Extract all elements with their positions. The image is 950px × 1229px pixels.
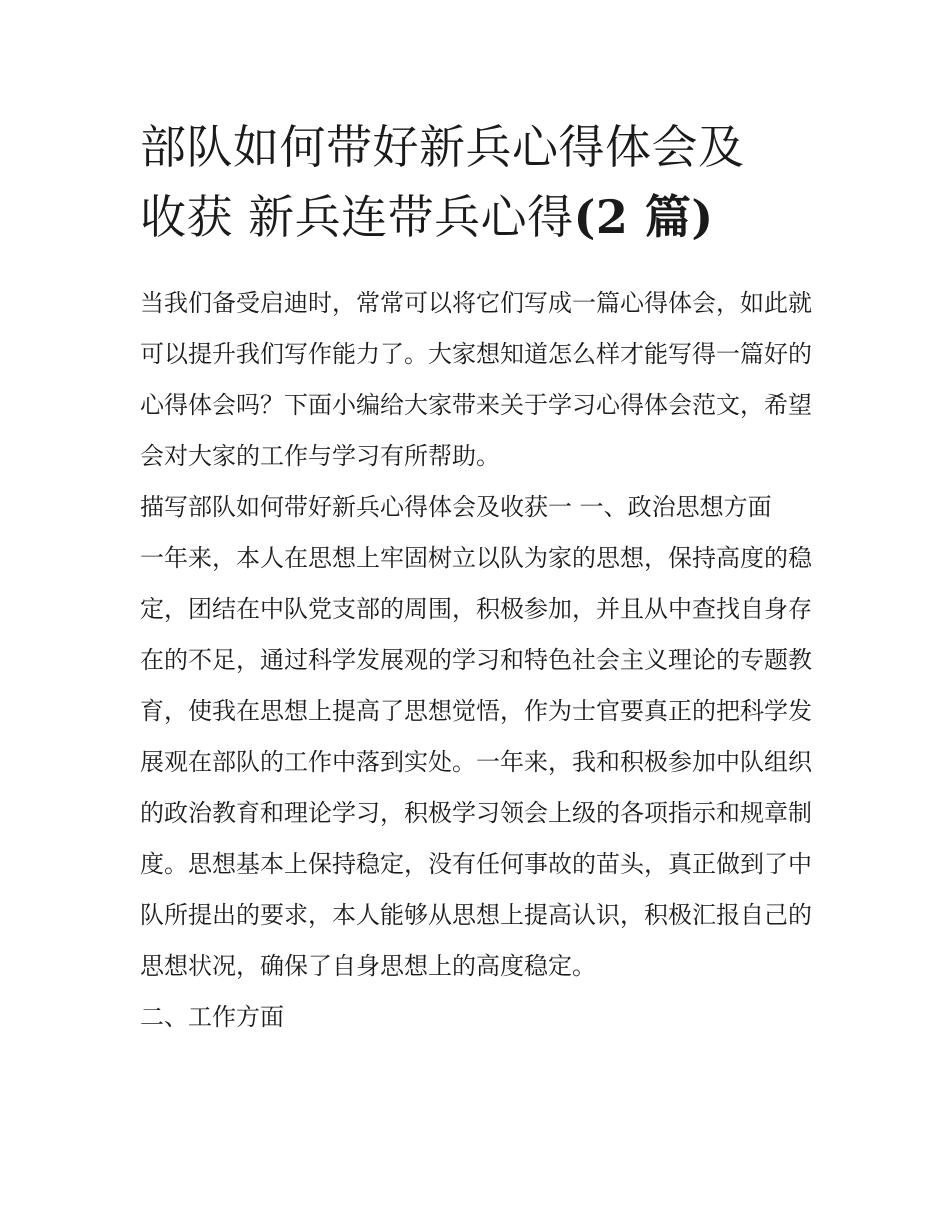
section-2-heading: 二、工作方面 — [140, 1003, 284, 1031]
title-count: (2 篇) — [573, 190, 714, 244]
intro-paragraph: 当我们备受启迪时，常常可以将它们写成一篇心得体会，如此就可以提升我们写作能力了。大家想知道怎么样才能写得一篇好的心得体会吗？下面小编给大家带来关于学习心得体会范文，希望会对大家的工作与学习有所帮助。 — [140, 289, 812, 470]
document-content — [140, 112, 812, 1043]
title-line-1: 部队如何带好新兵心得体会及 — [140, 120, 745, 174]
document-title — [140, 112, 812, 252]
section-1-intro: 描写部队如何带好新兵心得体会及收获一 一、政治思想方面 — [140, 493, 772, 521]
body-paragraph: 一年来，本人在思想上牢固树立以队为家的思想，保持高度的稳定，团结在中队党支部的周围，积极参加，并且从中查找自身存在的不足，通过科学发展观的学习和特色社会主义理论的专题教育，使我在思想上提高了思想觉悟，作为士官要真正的把科学发展观在部队的工作中落到实处。一年来，我和积极参加中队组织的政治教育和理论学习，积极学习领会上级的各项指示和规章制度。思想基本上保持稳定，没有任何事故的苗头，真正做到了中队所提出的要求，本人能够从思想上提高认识，积极汇报自己的思想状况，确保了自身思想上的高度稳定。 — [140, 544, 812, 980]
title-line-2: 收获 新兵连带兵心得 — [140, 190, 574, 244]
